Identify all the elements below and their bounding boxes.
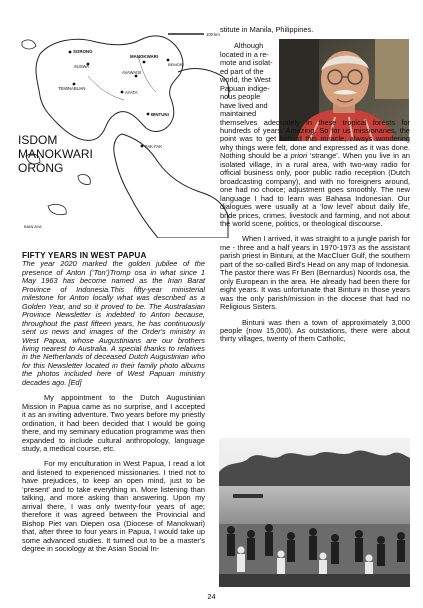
- map-title-line-3: ORONG: [18, 161, 64, 175]
- place-manokwari: MANOKWARI: [130, 54, 159, 59]
- place-bemori: BEMORI: [168, 62, 184, 67]
- paragraph-bintuni-arrival: When I arrived, it was straight to a jungle parish for me - three and a half years in 1970-1973 as the assistant parish priest in Bintuni, at the MacCluer Gulf, the southern part of the so-called Bird's Head on any map of Indonesia. The pastor there was Fr Ben (Bernardus) Noords osa, the only European in the area. He already had been there for eight years. It was unfortunate that Bintuni in those years was the only parish/mission in the diocese that had no Religious Sisters.: [220, 234, 410, 312]
- wrapped-line: nous people: [220, 92, 261, 102]
- left-column: [22, 252, 205, 553]
- place-sorong: SORONG: [73, 49, 93, 54]
- place-ayata: AYATA: [125, 90, 138, 95]
- place-bintuni: BINTUNI: [151, 112, 169, 117]
- historic-photo: [219, 438, 410, 587]
- paragraph-manila: stitute in Manila, Philippines.: [220, 25, 314, 34]
- historic-photo-image: [219, 438, 410, 587]
- place-bian-aya: BIAN AYA: [24, 224, 42, 229]
- a-priori-phrase: a priori: [283, 151, 308, 161]
- map-title-line-1: ISDOM: [18, 133, 58, 147]
- article-heading: FIFTY YEARS IN WEST PAPUA: [22, 251, 147, 260]
- wrapped-text-block: [220, 42, 274, 118]
- wrapped-line: located in a re-: [220, 49, 269, 59]
- paragraph-isolated: [220, 119, 410, 229]
- place-teminabuan: TEMINABUAN: [58, 86, 86, 91]
- isolated-text-b: ‘strange’. When you live in an isolated village, in a rural area, with two-way radio for official business only, poor public radio reception (Dutch broadcasting company), and with no foreigners around, one had no choice; adjustment goes smoothly. The new language I had to learn was Bahasa Indonesian. Our dialogues were usually at a ‘low level’ about daily life, bride prices, crimes, livestock and farming, and not about the world scene, politics, or theological discourse.: [220, 151, 411, 228]
- map-drawing: [18, 16, 232, 238]
- isolated-text-a: themselves adequately in these tropical forests for hundreds of years. Amazing. So for us missionaries, the point was to get behind this miracle, always wondering why things were felt, done and expressed as it was done. Nothing should be: [220, 117, 410, 161]
- place-suswa: SUSWA: [74, 64, 90, 69]
- place-avawaisi: AVAWAISI: [122, 70, 142, 75]
- right-column: [220, 26, 410, 344]
- wrapped-line: Papuan indige-: [220, 83, 270, 93]
- wrapped-line: mote and isolat-: [220, 58, 273, 68]
- page-number: 24: [207, 592, 216, 601]
- wrapped-line: world, the West: [220, 75, 271, 85]
- paragraph-enculturation: For my enculturation in West Papua, I read a lot and listened to experienced missionaries. I tried not to have prejudices, to keep an open mind, just to be ‘present’ and to take everything in. More listening than talking, and more asking than answering. Upon my arrival there, I was only twenty-four years of age; therefore it was agreed between the Provincial and Bishop Piet van Diepen osa (Diocese of Manokwari) that, after three to four years in Papua, I would take up some advanced studies. It turned out to be a master's degree in sociology at the Asian Social In-: [22, 459, 205, 553]
- wrapped-line: ed part of the: [220, 66, 264, 76]
- paragraph-bintuni-town: Bintuni was then a town of approximately 3,000 people (now 15,000). As outstations, there were about thirty villages, twenty of them Catholic,: [220, 317, 410, 344]
- map-title-line-2: MANOKWARI: [18, 147, 93, 161]
- editor-intro: The year 2020 marked the golden jubilee of the presence of Anton (‘Ton’)Tromp osa in what since 1 May 1963 has become named as the Irian Barat Province of Indonesia.This fifty-year ministerial milestone for Anton locally what was described as a Golden Year, and so it proved to be. The Australasian Province Newsletter is indebted to Anton because, throughout the past fifteen years, he has continuously sent us news and images of the Order's ministry in West Papua, whose Augustinians are our brothers living nearest to Australia. A special thanks to relatives in the Netherlands of deceased Dutch Augustinian who for this Newsletter located in their family photo albums the photos included here of West Papuan ministry decades ago. [Ed]: [22, 259, 205, 387]
- wrapped-line: Although: [234, 41, 264, 51]
- map-scale: 100 km: [206, 32, 220, 37]
- paragraph-appointment: My appointment to the Dutch Augustinian Mission in Papua came as no surprise, and I accepted it as an inviting adventure. Two years before my priestly ordination, it had been decided that I would be going there, and my seminary education programme was then expanded to include cultural anthropology, language study, a medical course, etc.: [22, 393, 205, 453]
- place-fakfak: FAK FAK: [145, 144, 162, 149]
- wrapped-line: have lived and: [220, 100, 268, 110]
- region-map: [18, 16, 232, 238]
- wrapped-line: maintained: [220, 109, 257, 119]
